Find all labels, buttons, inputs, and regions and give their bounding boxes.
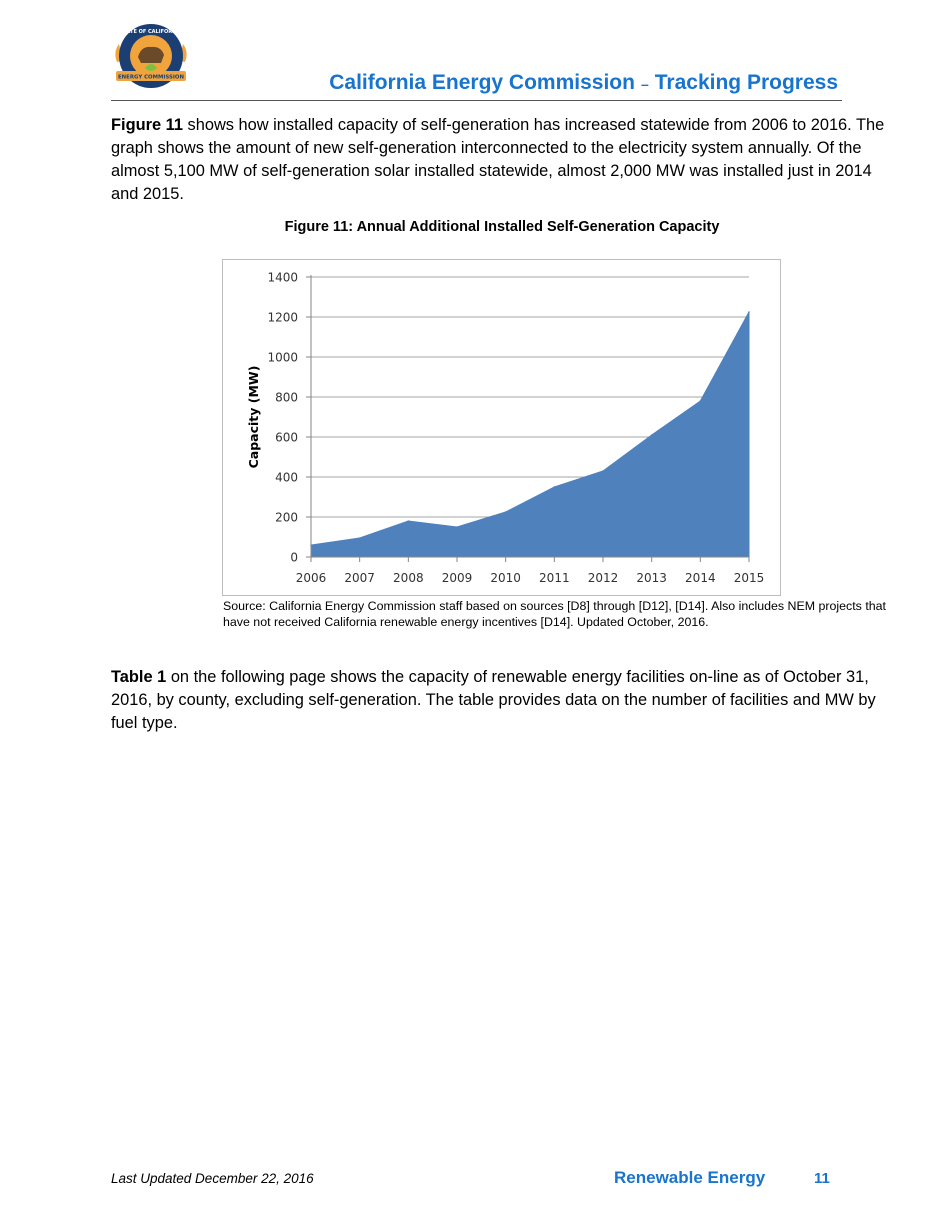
y-tick-label: 600 <box>275 430 298 445</box>
logo-arc-text: STATE OF CALIFORNIA <box>119 29 183 35</box>
header-title <box>300 71 838 95</box>
figure-source-note: Source: California Energy Commission staff based on sources [D8] through [D12], [D14]. Also includes NEM projects that have not received California renewable energy incentives [D14]. Updated October, 2016. <box>223 599 886 629</box>
y-axis-title: Capacity (MW) <box>246 365 261 469</box>
y-tick-label: 400 <box>275 470 298 485</box>
x-tick-label: 2015 <box>733 571 765 585</box>
x-tick-label: 2011 <box>539 571 570 585</box>
data-point <box>505 511 507 513</box>
data-point <box>602 470 604 472</box>
header-org: California Energy Commission <box>329 71 635 94</box>
footer-last-updated: Last Updated December 22, 2016 <box>111 1171 314 1186</box>
data-point <box>748 311 750 313</box>
y-tick-label: 800 <box>275 390 298 405</box>
series-area <box>311 312 749 557</box>
y-tick-label: 1400 <box>267 270 298 285</box>
capacity-area-chart <box>222 259 781 596</box>
data-point <box>359 537 361 539</box>
table-reference: Table 1 <box>111 668 167 686</box>
header-rule <box>111 100 842 101</box>
footer-section-name: Renewable Energy <box>614 1168 766 1187</box>
x-tick-label: 2008 <box>393 571 424 585</box>
data-point <box>651 434 653 436</box>
data-point <box>700 400 702 402</box>
x-tick-label: 2012 <box>587 571 619 585</box>
header-section: Tracking Progress <box>654 71 838 94</box>
header-separator: – <box>640 76 649 92</box>
x-tick-label: 2013 <box>636 571 667 585</box>
data-point <box>408 520 410 522</box>
x-tick-label: 2009 <box>441 571 473 585</box>
y-tick-label: 0 <box>290 550 298 565</box>
logo-banner-text: ENERGY COMMISSION <box>117 74 185 81</box>
intro-paragraph <box>111 114 891 206</box>
table-note-text: on the following page shows the capacity of renewable energy facilities on-line as of October 31, 2016, by county, excluding self-generation. The table provides data on the number of facilities and MW by fuel type. <box>111 668 876 732</box>
table-note-paragraph <box>111 666 891 735</box>
x-tick-label: 2007 <box>344 571 375 585</box>
x-tick-label: 2014 <box>685 571 716 585</box>
energy-commission-logo <box>111 22 191 94</box>
intro-text: shows how installed capacity of self-generation has increased statewide from 2006 to 2016. The graph shows the amount of new self-generation interconnected to the electricity system annually. Of the almost 5,100 MW of self-generation solar installed statewide, almost 2,000 MW was installed just in 2014 and 2015. <box>111 116 885 203</box>
x-tick-label: 2006 <box>295 571 327 585</box>
y-tick-label: 1200 <box>267 310 298 325</box>
figure-caption: Figure 11: Annual Additional Installed Self-Generation Capacity <box>284 219 720 235</box>
y-tick-label: 200 <box>275 510 298 525</box>
y-tick-label: 1000 <box>267 350 298 365</box>
figure-reference: Figure 11 <box>111 116 183 134</box>
footer-page-number: 11 <box>814 1170 830 1187</box>
data-point <box>456 526 458 528</box>
data-point <box>554 486 556 488</box>
x-tick-label: 2010 <box>490 571 521 585</box>
